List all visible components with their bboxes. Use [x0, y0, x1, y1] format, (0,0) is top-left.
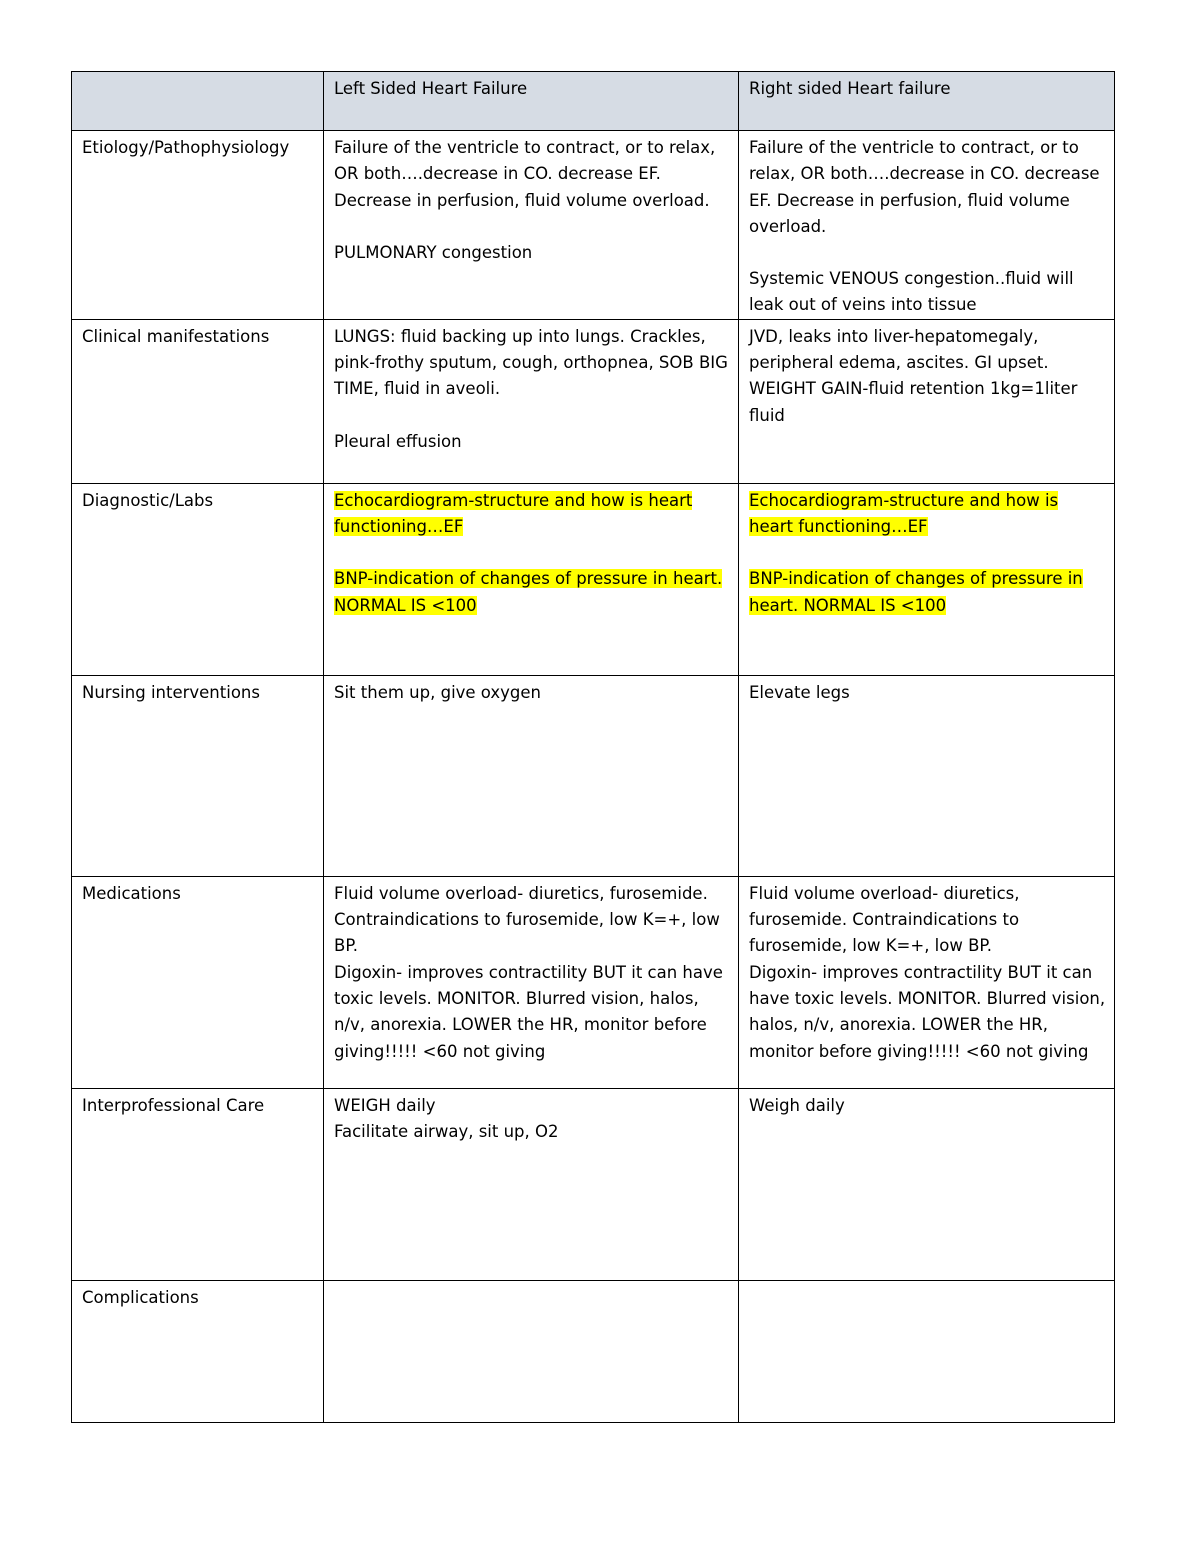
cell-text — [749, 566, 1106, 619]
header-empty-cell — [72, 72, 324, 131]
header-left-sided: Left Sided Heart Failure — [324, 72, 739, 131]
cell-text — [334, 566, 730, 619]
table-row — [72, 1280, 1115, 1422]
heart-failure-comparison-table — [71, 71, 1115, 1423]
cell-text: Digoxin- improves contractility BUT it can have toxic levels. MONITOR. Blurred vision, halos, n/v, anorexia. LOWER the HR, monitor before giving!!!!! <60 not giving — [749, 962, 1106, 1061]
cell-text: Weigh daily — [749, 1095, 845, 1115]
cell-text: Elevate legs — [749, 682, 850, 702]
cell-text: PULMONARY congestion — [334, 242, 533, 262]
table-row — [72, 876, 1115, 1088]
document-page — [71, 71, 1114, 1423]
table-row — [72, 483, 1115, 675]
left-cell — [324, 876, 739, 1088]
cell-text: Failure of the ventricle to contract, or to relax, OR both….decrease in CO. decrease EF. Decrease in perfusion, fluid volume overload. — [334, 138, 716, 210]
right-cell — [739, 876, 1115, 1088]
left-cell — [324, 319, 739, 483]
cell-text: WEIGH daily — [334, 1095, 436, 1115]
cell-text: Systemic VENOUS congestion..fluid will leak out of veins into tissue — [749, 269, 1074, 315]
highlighted-text: Echocardiogram-structure and how is heart functioning…EF — [749, 490, 1059, 537]
cell-text: Facilitate airway, sit up, O2 — [334, 1122, 559, 1142]
row-label: Clinical manifestations — [72, 319, 324, 483]
right-cell — [739, 483, 1115, 675]
table-row — [72, 319, 1115, 483]
table-row — [72, 131, 1115, 320]
highlighted-text: Echocardiogram-structure and how is heart functioning…EF — [334, 490, 693, 537]
row-label: Medications — [72, 876, 324, 1088]
cell-text: Failure of the ventricle to contract, or to relax, OR both….decrease in CO. decrease EF. Decrease in perfusion, fluid volume overload. — [749, 138, 1100, 236]
cell-text — [749, 488, 1106, 541]
highlighted-text: BNP-indication of changes of pressure in heart. NORMAL IS <100 — [334, 569, 723, 615]
cell-text: JVD, leaks into liver-hepatomegaly, peripheral edema, ascites. GI upset. WEIGHT GAIN-fluid retention 1kg=1liter fluid — [749, 326, 1078, 425]
right-cell — [739, 131, 1115, 320]
cell-text: Fluid volume overload- diuretics, furosemide. Contraindications to furosemide, low K=+, low BP. — [749, 883, 1020, 956]
row-label: Interprofessional Care — [72, 1088, 324, 1280]
right-cell — [739, 319, 1115, 483]
left-cell — [324, 1280, 739, 1422]
row-label: Nursing interventions — [72, 675, 324, 876]
left-cell — [324, 675, 739, 876]
left-cell — [324, 483, 739, 675]
table-row — [72, 1088, 1115, 1280]
row-label: Diagnostic/Labs — [72, 483, 324, 675]
table-header-row — [72, 72, 1115, 131]
cell-text: Fluid volume overload- diuretics, furosemide. Contraindications to furosemide, low K=+, low BP. — [334, 883, 720, 956]
cell-text: Pleural effusion — [334, 431, 462, 451]
cell-text: Sit them up, give oxygen — [334, 682, 542, 702]
right-cell — [739, 1280, 1115, 1422]
right-cell — [739, 1088, 1115, 1280]
header-right-sided: Right sided Heart failure — [739, 72, 1115, 131]
table-row — [72, 675, 1115, 876]
cell-text — [334, 488, 730, 541]
cell-text: LUNGS: fluid backing up into lungs. Crackles, pink-frothy sputum, cough, orthopnea, SOB BIG TIME, fluid in aveoli. — [334, 326, 728, 399]
row-label: Complications — [72, 1280, 324, 1422]
left-cell — [324, 1088, 739, 1280]
row-label: Etiology/Pathophysiology — [72, 131, 324, 320]
highlighted-text: BNP-indication of changes of pressure in heart. NORMAL IS <100 — [749, 569, 1083, 615]
left-cell — [324, 131, 739, 320]
right-cell — [739, 675, 1115, 876]
cell-text: Digoxin- improves contractility BUT it can have toxic levels. MONITOR. Blurred vision, halos, n/v, anorexia. LOWER the HR, monitor before giving!!!!! <60 not giving — [334, 962, 723, 1061]
